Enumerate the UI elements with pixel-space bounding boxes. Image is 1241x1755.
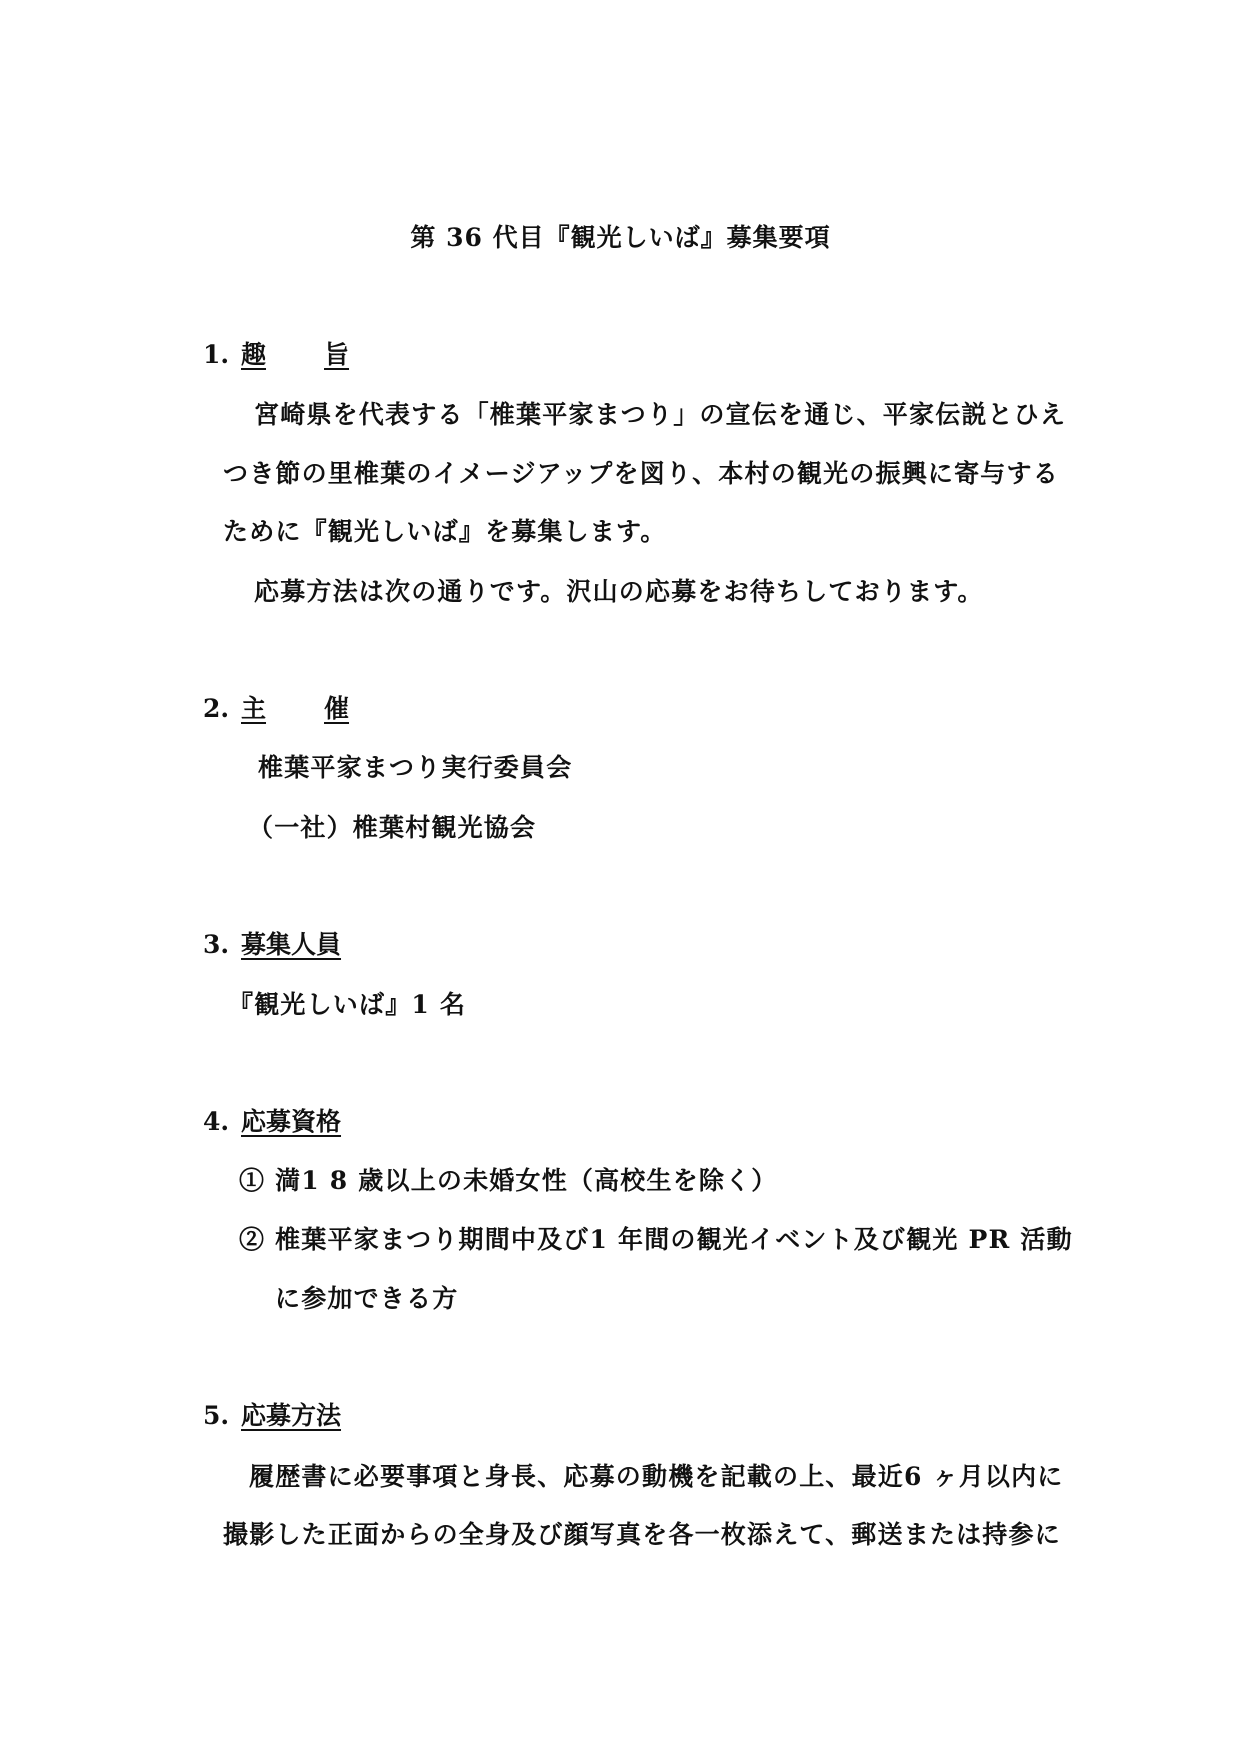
section-number: 1. — [203, 340, 230, 369]
paragraph-line: 撮影した正面からの全身及び顔写真を各一枚添えて、郵送または持参に — [223, 1520, 1061, 1549]
section-1-heading — [203, 337, 349, 373]
section-4-heading — [203, 1104, 341, 1140]
section-number: 3. — [203, 930, 230, 959]
section-number: 4. — [203, 1107, 230, 1136]
paragraph-line: つき節の里椎葉のイメージアップを図り、本村の観光の振興に寄与する — [223, 459, 1059, 488]
section-5-heading — [203, 1398, 341, 1434]
section-2-heading — [203, 691, 349, 727]
organizer-line: 椎葉平家まつり実行委員会 — [258, 753, 573, 782]
section-number: 2. — [203, 694, 230, 723]
section-label: 募集人員 — [241, 930, 342, 959]
paragraph-line: 宮崎県を代表する「椎葉平家まつり」の宣伝を通じ、平家伝説とひえ — [254, 400, 1067, 429]
section-3-heading — [203, 927, 341, 963]
organizer-line: （一社）椎葉村観光協会 — [248, 813, 537, 842]
qualification-item: ① 満1 8 歳以上の未婚女性（高校生を除く） — [239, 1166, 778, 1195]
section-number: 5. — [203, 1401, 230, 1430]
section-label: 応募方法 — [241, 1401, 342, 1430]
section-label: 趣 旨 — [241, 340, 350, 369]
recruit-count-line: 『観光しいば』1 名 — [228, 990, 467, 1019]
paragraph-line: ために『観光しいば』を募集します。 — [223, 517, 667, 546]
document-title: 第 36 代目『観光しいば』募集要項 — [410, 223, 831, 252]
section-label: 主 催 — [241, 694, 350, 723]
section-label: 応募資格 — [241, 1107, 342, 1136]
qualification-item: ② 椎葉平家まつり期間中及び1 年間の観光イベント及び観光 PR 活動 — [239, 1225, 1073, 1254]
paragraph-line: 履歴書に必要事項と身長、応募の動機を記載の上、最近6 ヶ月以内に — [249, 1462, 1064, 1491]
qualification-item-continued: に参加できる方 — [275, 1284, 459, 1313]
paragraph-line: 応募方法は次の通りです。沢山の応募をお待ちしております。 — [254, 577, 984, 606]
